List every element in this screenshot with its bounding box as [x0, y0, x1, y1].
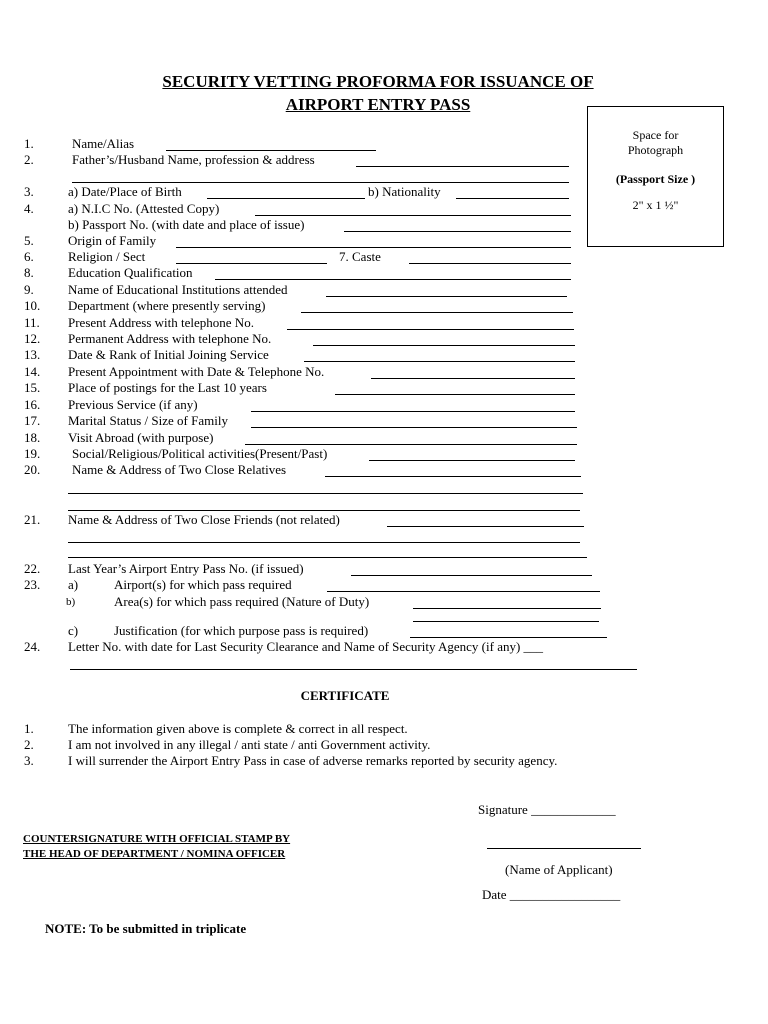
- field-2-number: 2.: [24, 152, 34, 167]
- photograph-box: [587, 106, 724, 247]
- field-15-label: Place of postings for the Last 10 years: [68, 380, 267, 395]
- certificate-item-3-number: 3.: [24, 753, 34, 768]
- field-23c-label: Justification (for which purpose pass is required): [114, 623, 369, 638]
- field-11-number: 11.: [24, 315, 40, 330]
- countersign-line-2: THE HEAD OF DEPARTMENT / NOMINA OFFICER: [23, 848, 286, 860]
- field-23c-input-line[interactable]: [410, 637, 607, 638]
- field-5-label: Origin of Family: [68, 233, 157, 248]
- form-title-line-2: AIRPORT ENTRY PASS: [285, 95, 471, 114]
- field-20-input-line-3[interactable]: [68, 510, 580, 511]
- field-17-number: 17.: [24, 413, 41, 428]
- field-20-input-line[interactable]: [325, 476, 581, 477]
- field-18-input-line[interactable]: [245, 444, 577, 445]
- field-21-input-line[interactable]: [387, 526, 584, 527]
- certificate-item-3-text: I will surrender the Airport Entry Pass in case of adverse remarks reported by security agency.: [68, 753, 558, 768]
- certificate-heading: CERTIFICATE: [300, 688, 390, 703]
- field-4-number: 4.: [24, 201, 34, 216]
- field-3b-input-line[interactable]: [456, 198, 569, 199]
- field-1-label: Name/Alias: [72, 136, 135, 151]
- signature-label[interactable]: Signature _____________: [478, 802, 616, 817]
- field-24-input-line-2[interactable]: [70, 669, 637, 670]
- field-6-input-line[interactable]: [176, 263, 327, 264]
- field-20-label: Name & Address of Two Close Relatives: [72, 462, 287, 477]
- field-11-input-line[interactable]: [287, 329, 574, 330]
- field-19-number: 19.: [24, 446, 41, 461]
- certificate-item-2-text: I am not involved in any illegal / anti state / anti Government activity.: [68, 737, 431, 752]
- field-14-label: Present Appointment with Date & Telephone No.: [68, 364, 325, 379]
- field-12-input-line[interactable]: [313, 345, 575, 346]
- field-7-input-line[interactable]: [409, 263, 571, 264]
- field-19-input-line[interactable]: [369, 460, 575, 461]
- field-14-number: 14.: [24, 364, 41, 379]
- field-3a-label: a) Date/Place of Birth: [68, 184, 182, 199]
- field-3-number: 3.: [24, 184, 34, 199]
- field-15-number: 15.: [24, 380, 41, 395]
- photo-size-label: (Passport Size ): [615, 172, 696, 186]
- date-label[interactable]: Date _________________: [482, 887, 621, 902]
- field-5-number: 5.: [24, 233, 34, 248]
- field-10-number: 10.: [24, 298, 41, 313]
- field-9-input-line[interactable]: [326, 296, 567, 297]
- field-19-label: Social/Religious/Political activities(Present/Past): [72, 446, 328, 461]
- field-13-input-line[interactable]: [304, 361, 575, 362]
- field-18-label: Visit Abroad (with purpose): [68, 430, 214, 445]
- field-18-number: 18.: [24, 430, 41, 445]
- field-17-input-line[interactable]: [251, 427, 577, 428]
- photo-photograph-label: Photograph: [627, 143, 684, 157]
- field-21-label: Name & Address of Two Close Friends (not related): [68, 512, 340, 527]
- field-13-label: Date & Rank of Initial Joining Service: [68, 347, 269, 362]
- field-9-number: 9.: [24, 282, 34, 297]
- field-22-input-line[interactable]: [351, 575, 592, 576]
- certificate-item-1-number: 1.: [24, 721, 34, 736]
- applicant-name-caption: (Name of Applicant): [505, 862, 613, 877]
- countersign-line-1: COUNTERSIGNATURE WITH OFFICIAL STAMP BY: [23, 833, 291, 845]
- field-8-input-line[interactable]: [215, 279, 571, 280]
- field-1-number: 1.: [24, 136, 34, 151]
- field-16-label: Previous Service (if any): [68, 397, 198, 412]
- field-20-input-line-2[interactable]: [68, 493, 583, 494]
- certificate-item-1-text: The information given above is complete & correct in all respect.: [68, 721, 408, 736]
- field-11-label: Present Address with telephone No.: [68, 315, 254, 330]
- field-23b-label: Area(s) for which pass required (Nature of Duty): [114, 594, 370, 609]
- field-23a-input-line[interactable]: [327, 591, 600, 592]
- field-21-input-line-3[interactable]: [68, 557, 587, 558]
- field-5-input-line[interactable]: [176, 247, 571, 248]
- field-6-label: Religion / Sect: [68, 249, 146, 264]
- field-1-input-line[interactable]: [166, 150, 376, 151]
- applicant-name-line[interactable]: [487, 848, 641, 849]
- field-4a-label: a) N.I.C No. (Attested Copy): [68, 201, 220, 216]
- field-20-number: 20.: [24, 462, 41, 477]
- field-23a-marker: a): [68, 577, 79, 592]
- field-8-number: 8.: [24, 265, 34, 280]
- field-24-number: 24.: [24, 639, 41, 654]
- field-4b-input-line[interactable]: [344, 231, 571, 232]
- field-17-label: Marital Status / Size of Family: [68, 413, 228, 428]
- field-21-input-line-2[interactable]: [68, 542, 580, 543]
- field-4a-input-line[interactable]: [255, 215, 571, 216]
- field-4b-label: b) Passport No. (with date and place of issue): [68, 217, 305, 232]
- field-21-number: 21.: [24, 512, 41, 527]
- field-23a-label: Airport(s) for which pass required: [114, 577, 292, 592]
- field-23-number: 23.: [24, 577, 41, 592]
- field-6-number: 6.: [24, 249, 34, 264]
- field-2-input-line[interactable]: [356, 166, 569, 167]
- photo-dimensions: 2" x 1 ½": [632, 198, 679, 212]
- field-12-number: 12.: [24, 331, 41, 346]
- field-10-input-line[interactable]: [301, 312, 573, 313]
- field-12-label: Permanent Address with telephone No.: [68, 331, 272, 346]
- field-2-input-line-2[interactable]: [72, 182, 569, 183]
- field-23b-input-line[interactable]: [413, 608, 601, 609]
- field-15-input-line[interactable]: [335, 394, 575, 395]
- field-3a-input-line[interactable]: [207, 198, 365, 199]
- field-16-number: 16.: [24, 397, 41, 412]
- form-title-line-1: SECURITY VETTING PROFORMA FOR ISSUANCE OF: [162, 72, 594, 91]
- field-10-label: Department (where presently serving): [68, 298, 266, 313]
- field-2-label: Father’s/Husband Name, profession & address: [72, 152, 315, 167]
- field-9-label: Name of Educational Institutions attended: [68, 282, 288, 297]
- field-22-number: 22.: [24, 561, 41, 576]
- field-23b-marker: b): [66, 596, 76, 608]
- photo-space-label: Space for: [632, 128, 679, 142]
- submission-note: NOTE: To be submitted in triplicate: [45, 921, 247, 936]
- field-23b-input-line-2[interactable]: [413, 621, 599, 622]
- field-3b-label: b) Nationality: [368, 184, 441, 199]
- field-13-number: 13.: [24, 347, 41, 362]
- field-8-label: Education Qualification: [68, 265, 193, 280]
- field-23c-marker: c): [68, 623, 79, 638]
- field-16-input-line[interactable]: [251, 411, 575, 412]
- certificate-item-2-number: 2.: [24, 737, 34, 752]
- field-22-label: Last Year’s Airport Entry Pass No. (if issued): [68, 561, 304, 576]
- field-24-label: Letter No. with date for Last Security Clearance and Name of Security Agency (if any) ___: [68, 639, 544, 654]
- field-14-input-line[interactable]: [371, 378, 575, 379]
- field-7-label: 7. Caste: [339, 249, 381, 264]
